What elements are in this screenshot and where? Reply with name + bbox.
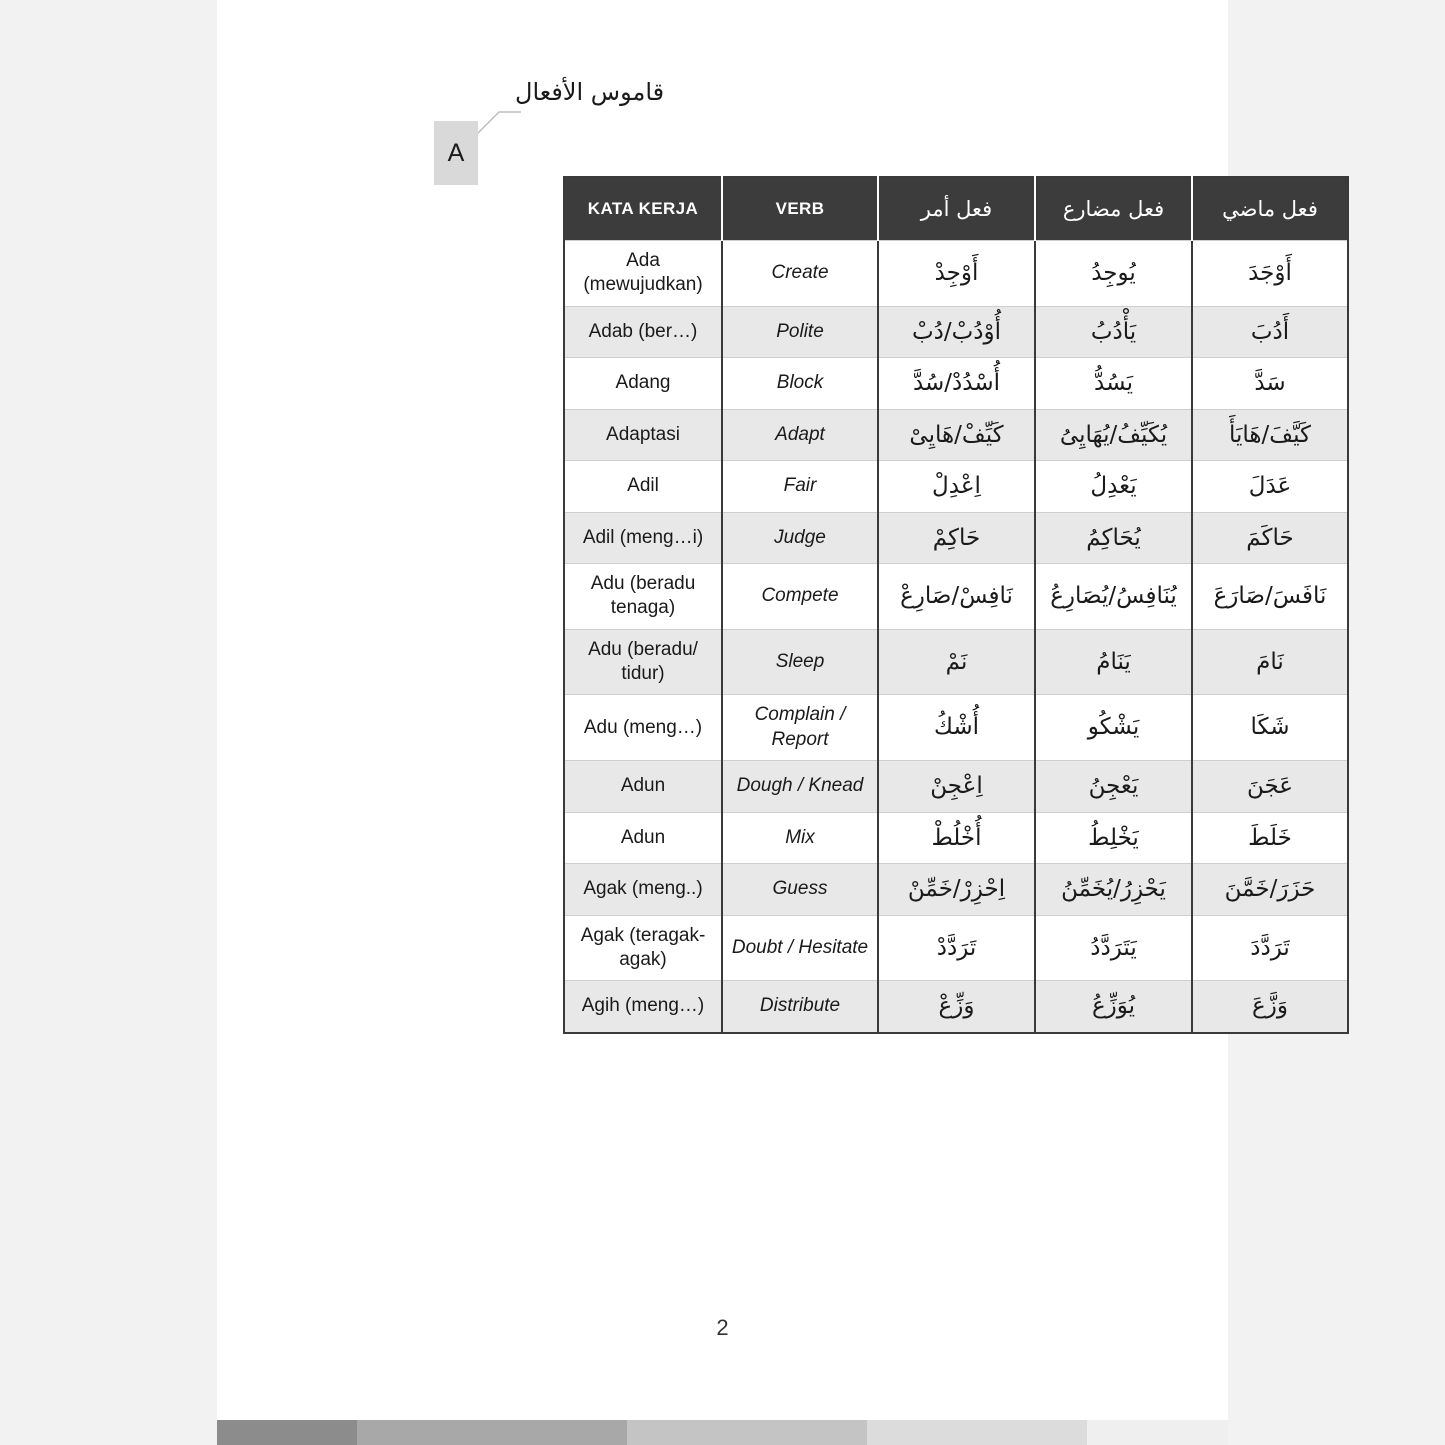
cell-malay: Adu (meng…) (564, 695, 722, 761)
cell-madi: نَافَسَ/صَارَعَ (1192, 564, 1348, 630)
cell-amr: أُوْدُبْ/دُبْ (878, 306, 1035, 358)
table-row (564, 409, 1348, 461)
column-header-fiil-amr: فعل أمر (878, 177, 1035, 241)
cell-verb: Compete (722, 564, 878, 630)
cell-mudari: يَعْدِلُ (1035, 461, 1192, 513)
strip-segment (627, 1420, 867, 1445)
cell-verb: Adapt (722, 409, 878, 461)
cell-madi: عَجَنَ (1192, 761, 1348, 813)
table-header-row (564, 177, 1348, 241)
page-number: 2 (716, 1315, 729, 1340)
strip-segment (217, 1420, 357, 1445)
cell-verb: Guess (722, 864, 878, 916)
column-header-fiil-mudari: فعل مضارع (1035, 177, 1192, 241)
table-row (564, 512, 1348, 564)
cell-mudari: يَخْلِطُ (1035, 812, 1192, 864)
table-row (564, 915, 1348, 981)
cell-mudari: يَنَامُ (1035, 629, 1192, 695)
cell-verb: Dough / Knead (722, 761, 878, 813)
cell-amr: حَاكِمْ (878, 512, 1035, 564)
cell-malay: Agak (teragak-agak) (564, 915, 722, 981)
cell-malay: Agak (meng..) (564, 864, 722, 916)
cell-amr: أَوْجِدْ (878, 241, 1035, 307)
index-tab-a[interactable]: A (434, 121, 478, 185)
cell-amr: نَافِسْ/صَارِعْ (878, 564, 1035, 630)
table-row (564, 812, 1348, 864)
cell-mudari: يَأْدُبُ (1035, 306, 1192, 358)
cell-malay: Adaptasi (564, 409, 722, 461)
cell-amr: كَيِّفْ/هَايِىْ (878, 409, 1035, 461)
bottom-decorative-strip (217, 1420, 1228, 1445)
cell-amr: أُخْلُطْ (878, 812, 1035, 864)
cell-verb: Judge (722, 512, 878, 564)
cell-madi: نَامَ (1192, 629, 1348, 695)
cell-madi: كَيَّفَ/هَايَأَ (1192, 409, 1348, 461)
cell-verb: Polite (722, 306, 878, 358)
column-header-fiil-madi: فعل ماضي (1192, 177, 1348, 241)
strip-segment (867, 1420, 1087, 1445)
cell-mudari: يَشْكُو (1035, 695, 1192, 761)
strip-segment (357, 1420, 627, 1445)
cell-madi: أَوْجَدَ (1192, 241, 1348, 307)
cell-madi: حَاكَمَ (1192, 512, 1348, 564)
cell-amr: اِعْدِلْ (878, 461, 1035, 513)
table-row (564, 461, 1348, 513)
cell-malay: Adil (meng…i) (564, 512, 722, 564)
cell-verb: Fair (722, 461, 878, 513)
table-row (564, 695, 1348, 761)
cell-amr: اِعْجِنْ (878, 761, 1035, 813)
cell-mudari: يُكَيِّفُ/يُهَايِىُ (1035, 409, 1192, 461)
cell-madi: عَدَلَ (1192, 461, 1348, 513)
table-row (564, 564, 1348, 630)
table-row (564, 241, 1348, 307)
cell-mudari: يَعْجِنُ (1035, 761, 1192, 813)
cell-malay: Adang (564, 358, 722, 410)
cell-madi: سَدَّ (1192, 358, 1348, 410)
cell-mudari: يُوجِدُ (1035, 241, 1192, 307)
cell-mudari: يُنَافِسُ/يُصَارِعُ (1035, 564, 1192, 630)
cell-malay: Agih (meng…) (564, 981, 722, 1033)
cell-verb: Create (722, 241, 878, 307)
table-row (564, 306, 1348, 358)
column-header-kata-kerja: KATA KERJA (564, 177, 722, 241)
cell-madi: تَرَدَّدَ (1192, 915, 1348, 981)
cell-malay: Adun (564, 812, 722, 864)
cell-amr: نَمْ (878, 629, 1035, 695)
table-row (564, 761, 1348, 813)
cell-amr: وَزِّعْ (878, 981, 1035, 1033)
strip-segment (1087, 1420, 1228, 1445)
cell-mudari: يَحْزِرُ/يُخَمِّنُ (1035, 864, 1192, 916)
page-header-arabic: قاموس الأفعال (515, 78, 665, 106)
table-row (564, 629, 1348, 695)
cell-amr: تَرَدَّدْ (878, 915, 1035, 981)
cell-malay: Adu (beradu/ tidur) (564, 629, 722, 695)
cell-amr: اِحْزِرْ/خَمِّنْ (878, 864, 1035, 916)
cell-amr: أُسْدُدْ/سُدَّ (878, 358, 1035, 410)
cell-verb: Mix (722, 812, 878, 864)
cell-amr: أُشْكُ (878, 695, 1035, 761)
cell-verb: Distribute (722, 981, 878, 1033)
page-canvas (217, 0, 1327, 1445)
leader-line (475, 108, 521, 136)
cell-malay: Ada (mewujudkan) (564, 241, 722, 307)
cell-malay: Adil (564, 461, 722, 513)
cell-verb: Complain / Report (722, 695, 878, 761)
cell-malay: Adun (564, 761, 722, 813)
table-row (564, 358, 1348, 410)
column-header-verb: VERB (722, 177, 878, 241)
cell-malay: Adab (ber…) (564, 306, 722, 358)
verb-dictionary-table (563, 176, 1349, 1034)
cell-madi: شَكَا (1192, 695, 1348, 761)
cell-madi: وَزَّعَ (1192, 981, 1348, 1033)
cell-verb: Sleep (722, 629, 878, 695)
cell-malay: Adu (beradu tenaga) (564, 564, 722, 630)
table-row (564, 864, 1348, 916)
cell-verb: Block (722, 358, 878, 410)
cell-verb: Doubt / Hesitate (722, 915, 878, 981)
cell-mudari: يَسُدُّ (1035, 358, 1192, 410)
cell-mudari: يَتَرَدَّدُ (1035, 915, 1192, 981)
cell-mudari: يُحَاكِمُ (1035, 512, 1192, 564)
table-row (564, 981, 1348, 1033)
cell-madi: أَدُبَ (1192, 306, 1348, 358)
cell-mudari: يُوَزِّعُ (1035, 981, 1192, 1033)
cell-madi: خَلَطَ (1192, 812, 1348, 864)
cell-madi: حَزَرَ/خَمَّنَ (1192, 864, 1348, 916)
